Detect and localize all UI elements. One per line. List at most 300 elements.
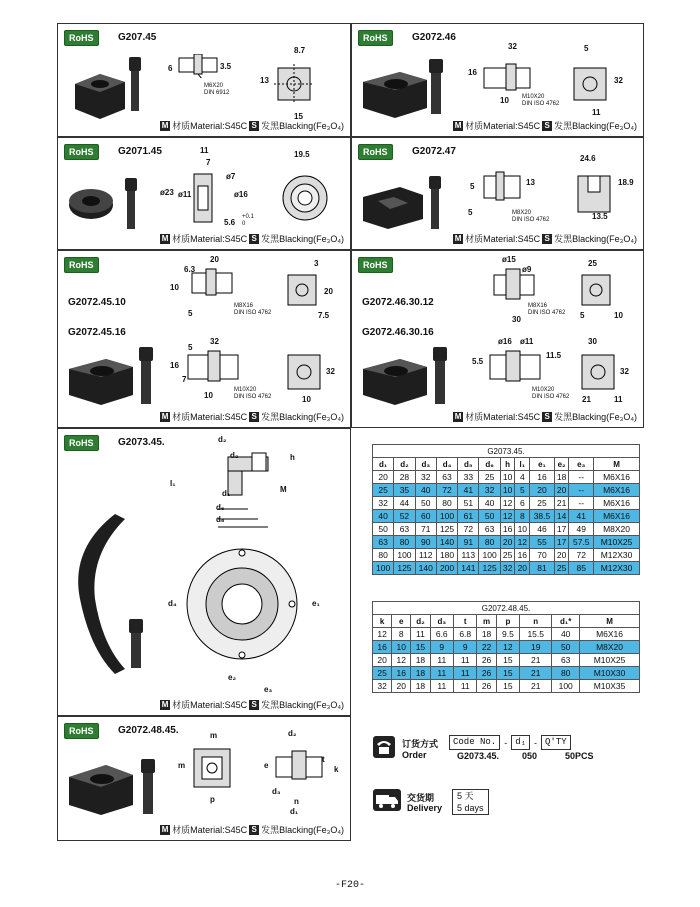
col-header: l₁ bbox=[515, 458, 530, 471]
block-side-view-b bbox=[488, 347, 542, 391]
table-cell: M10X25 bbox=[580, 654, 640, 667]
finish-tag-icon: S bbox=[249, 121, 259, 131]
table-cell: 71 bbox=[415, 523, 436, 536]
dim-slot: 5 bbox=[584, 44, 589, 53]
table-cell: 112 bbox=[415, 549, 436, 562]
table-cell: 32 bbox=[373, 680, 392, 693]
table-cell: 52 bbox=[394, 510, 415, 523]
table-cell: 6.6 bbox=[430, 628, 453, 641]
table-cell: 57.5 bbox=[569, 536, 594, 549]
dim-length-b: 32 bbox=[620, 367, 629, 376]
table-cell: 20 bbox=[373, 654, 392, 667]
table-cell: 91 bbox=[458, 536, 479, 549]
model-code: G2073.45. bbox=[118, 437, 165, 448]
rohs-badge: RoHS bbox=[64, 144, 99, 160]
clamp-ring-image bbox=[70, 509, 130, 679]
dim-width: 11 bbox=[200, 146, 209, 155]
table-cell: 5 bbox=[515, 484, 530, 497]
col-header: m bbox=[477, 615, 496, 628]
table-cell: 11 bbox=[430, 680, 453, 693]
fork-part-image bbox=[360, 183, 426, 231]
table-cell: 18 bbox=[411, 654, 430, 667]
dim-length-b: 32 bbox=[210, 337, 219, 346]
dim-hole-a: ø9 bbox=[522, 265, 532, 274]
material-label: 材质Material:S45C bbox=[172, 825, 248, 835]
material-tag-icon: M bbox=[454, 233, 462, 243]
dim-length: 32 bbox=[508, 42, 517, 51]
table-cell: 100 bbox=[373, 562, 394, 575]
table-cell: 25 bbox=[479, 471, 500, 484]
screw-spec: M10X20 DIN ISO 4762 bbox=[522, 94, 560, 107]
table-cell: 16 bbox=[530, 471, 555, 484]
block-top-view-a bbox=[284, 271, 320, 311]
table-cell: 16 bbox=[373, 641, 392, 654]
table-cell: 16 bbox=[500, 523, 515, 536]
table-cell: 20 bbox=[554, 549, 569, 562]
col-header: n bbox=[520, 615, 552, 628]
col-header: e₂ bbox=[554, 458, 569, 471]
table-cell: M6X16 bbox=[580, 628, 640, 641]
delivery-line-2: 5 days bbox=[457, 803, 484, 813]
label-e2: e₂ bbox=[228, 673, 237, 682]
rohs-badge: RoHS bbox=[64, 30, 99, 46]
table-cell: 21 bbox=[520, 680, 552, 693]
dim-width-a: 25 bbox=[588, 259, 597, 268]
dim-hole-b: ø11 bbox=[520, 337, 534, 346]
table-cell: M8X20 bbox=[580, 641, 640, 654]
table-cell: 80 bbox=[436, 497, 457, 510]
finish-label: 发黑Blacking(Fe₃O₄) bbox=[261, 700, 344, 710]
dim-width: 32 bbox=[614, 76, 623, 85]
table-cell: 140 bbox=[415, 562, 436, 575]
dim-top-od: 19.5 bbox=[294, 150, 310, 159]
table-cell: 20 bbox=[554, 484, 569, 497]
table-row bbox=[373, 497, 640, 510]
dim-side-b: 11 bbox=[614, 395, 623, 404]
table-cell: 12 bbox=[392, 654, 411, 667]
table-cell: 8 bbox=[392, 628, 411, 641]
label-m: M bbox=[280, 485, 287, 494]
table-cell: 32 bbox=[373, 497, 394, 510]
col-header: p bbox=[496, 615, 519, 628]
finish-label: 发黑Blacking(Fe₃O₄) bbox=[261, 121, 344, 131]
fork-top-view bbox=[574, 168, 614, 218]
table-cell: 20 bbox=[392, 680, 411, 693]
order-example-d: 050 bbox=[522, 751, 538, 761]
table-cell: M10X25 bbox=[594, 536, 640, 549]
block-part-image bbox=[360, 64, 430, 119]
screw-image bbox=[128, 57, 142, 112]
panel-g207-45 bbox=[57, 23, 351, 137]
label-n: n bbox=[294, 797, 299, 806]
table-header-row bbox=[373, 615, 640, 628]
table-cell: 51 bbox=[458, 497, 479, 510]
table-cell: 80 bbox=[394, 536, 415, 549]
label-h: h bbox=[290, 453, 295, 462]
table-cell: 11 bbox=[454, 654, 477, 667]
material-tag-icon: M bbox=[454, 411, 462, 421]
dim-step: 5 bbox=[470, 182, 475, 191]
dim-mid-b: 7 bbox=[182, 375, 187, 384]
col-header: t bbox=[454, 615, 477, 628]
order-example-qty: 50PCS bbox=[565, 751, 594, 761]
col-header: e bbox=[392, 615, 411, 628]
panel-g2072-48-45 bbox=[57, 716, 351, 841]
rohs-badge: RoHS bbox=[358, 144, 393, 160]
dim-length-a: 20 bbox=[210, 255, 219, 264]
table-cell: 180 bbox=[436, 549, 457, 562]
dim-offset: 3.5 bbox=[220, 62, 232, 71]
table-cell: 6.8 bbox=[454, 628, 477, 641]
col-header: d₃ bbox=[415, 458, 436, 471]
order-example-code: G2073.45. bbox=[457, 751, 500, 761]
label-e1: e₁ bbox=[312, 599, 320, 608]
table-cell: 125 bbox=[394, 562, 415, 575]
model-code-a: G2072.46.30.12 bbox=[362, 297, 434, 308]
order-title-en: Order bbox=[402, 750, 427, 760]
material-label: 材质Material:S45C bbox=[465, 121, 541, 131]
table-cell: M12X30 bbox=[594, 549, 640, 562]
label-d2: d₂ bbox=[288, 729, 297, 738]
material-tag-icon: M bbox=[161, 120, 169, 130]
label-d6: d₆ bbox=[216, 515, 225, 524]
table-cell: M6X16 bbox=[594, 471, 640, 484]
delivery-line-1: 5 天 bbox=[457, 791, 474, 801]
material-label: 材质Material:S45C bbox=[172, 412, 248, 422]
table-cell: 22 bbox=[477, 641, 496, 654]
col-header: d₁ bbox=[373, 458, 394, 471]
label-m-side: m bbox=[178, 761, 186, 770]
table-cell: 10 bbox=[500, 471, 515, 484]
table-cell: 11 bbox=[430, 667, 453, 680]
table-cell: 12 bbox=[496, 641, 519, 654]
table-cell: 61 bbox=[458, 510, 479, 523]
block-top-view-a bbox=[578, 271, 614, 311]
block-top-view bbox=[570, 64, 610, 106]
screw-image bbox=[428, 176, 442, 230]
table-cell: 9 bbox=[454, 641, 477, 654]
model-code: G2072.47 bbox=[412, 146, 456, 157]
panel-g2071-45 bbox=[57, 137, 351, 250]
table-cell: 20 bbox=[530, 484, 555, 497]
label-d3: d₃ bbox=[230, 451, 239, 460]
table-cell: 40 bbox=[479, 497, 500, 510]
material-tag-icon: M bbox=[161, 411, 169, 421]
finish-tag-icon: S bbox=[249, 234, 259, 244]
col-header: d₄ bbox=[436, 458, 457, 471]
page-number: -F20- bbox=[334, 880, 365, 891]
model-code-b: G2072.46.30.16 bbox=[362, 327, 434, 338]
dim-side-a: 10 bbox=[614, 311, 623, 320]
col-header: d₆ bbox=[479, 458, 500, 471]
table-row bbox=[373, 641, 640, 654]
table-cell: 80 bbox=[373, 549, 394, 562]
col-header: d₃ bbox=[430, 615, 453, 628]
dim-offset-b: 5 bbox=[188, 343, 193, 352]
table-cell: M6X16 bbox=[594, 484, 640, 497]
table-cell: 15 bbox=[496, 654, 519, 667]
material-line bbox=[160, 232, 344, 245]
dim-width-b: 30 bbox=[588, 337, 597, 346]
table-cell: 11 bbox=[430, 654, 453, 667]
screw-spec: M8X20 DIN ISO 4762 bbox=[512, 210, 550, 223]
table-cell: 9 bbox=[430, 641, 453, 654]
table-cell: 41 bbox=[458, 484, 479, 497]
table-cell: 50 bbox=[415, 497, 436, 510]
table-cell: 18 bbox=[411, 667, 430, 680]
table-cell: 141 bbox=[458, 562, 479, 575]
table-cell: 25 bbox=[554, 562, 569, 575]
table-cell: 125 bbox=[436, 523, 457, 536]
screw-image bbox=[140, 759, 156, 815]
table-cell: 21 bbox=[520, 654, 552, 667]
dim-width-a: 20 bbox=[324, 287, 333, 296]
table-cell: 10 bbox=[392, 641, 411, 654]
finish-tag-icon: S bbox=[542, 234, 552, 244]
table-cell: 15.5 bbox=[520, 628, 552, 641]
code-no-box: Code No. bbox=[449, 735, 500, 750]
block-part-image bbox=[360, 351, 430, 406]
table-cell: 20 bbox=[373, 471, 394, 484]
table-row bbox=[373, 510, 640, 523]
table-cell: 18 bbox=[554, 471, 569, 484]
washer-part-image bbox=[66, 183, 116, 223]
label-d1: d₁ bbox=[290, 807, 299, 816]
col-header: M bbox=[580, 615, 640, 628]
table-cell: 81 bbox=[530, 562, 555, 575]
panel-g2072-47 bbox=[351, 137, 644, 250]
table-row bbox=[373, 680, 640, 693]
table-cell: 25 bbox=[373, 667, 392, 680]
table-cell: 113 bbox=[458, 549, 479, 562]
table-cell: 125 bbox=[479, 562, 500, 575]
dim-side-a: 7.5 bbox=[318, 311, 330, 320]
order-title-cn: 订货方式 bbox=[402, 739, 439, 749]
block-part-image bbox=[66, 351, 136, 406]
table-caption: G2072.48.45. bbox=[373, 602, 640, 615]
material-tag-icon: M bbox=[454, 120, 462, 130]
dim-thickness: 5.6 bbox=[224, 218, 236, 227]
label-d3: d₃ bbox=[272, 787, 281, 796]
screw-image bbox=[432, 347, 448, 405]
table-cell: 25 bbox=[500, 549, 515, 562]
table-cell: 11 bbox=[454, 680, 477, 693]
table-cell: 4 bbox=[515, 471, 530, 484]
panel-g2073-45 bbox=[57, 428, 351, 716]
material-label: 材质Material:S45C bbox=[172, 234, 248, 244]
table-row bbox=[373, 628, 640, 641]
d1-box: d₁ bbox=[511, 735, 530, 750]
table-cell: 63 bbox=[479, 523, 500, 536]
table-cell: 140 bbox=[436, 536, 457, 549]
table-cell: 85 bbox=[569, 562, 594, 575]
fork-side-view bbox=[482, 168, 522, 208]
dim-height-b: 16 bbox=[170, 361, 179, 370]
spec-table-g2073-45 bbox=[372, 444, 640, 575]
table-cell: M6X16 bbox=[594, 510, 640, 523]
table-cell: 100 bbox=[552, 680, 580, 693]
dim-height-a: 10 bbox=[170, 283, 179, 292]
qty-box: Q'TY bbox=[541, 735, 571, 750]
col-header: M bbox=[594, 458, 640, 471]
table-cell: 100 bbox=[394, 549, 415, 562]
table-cell: 50 bbox=[479, 510, 500, 523]
dim-bore: ø11 bbox=[178, 190, 192, 199]
block-top-view-b bbox=[284, 351, 324, 395]
table-cell: 40 bbox=[552, 628, 580, 641]
finish-tag-icon: S bbox=[249, 825, 259, 835]
finish-tag-icon: S bbox=[249, 700, 259, 710]
table-cell: 19 bbox=[520, 641, 552, 654]
table-cell: 55 bbox=[530, 536, 555, 549]
panel-g2072-46-30 bbox=[351, 250, 644, 428]
block-side-view bbox=[274, 743, 324, 793]
material-tag-icon: M bbox=[161, 699, 169, 709]
dim-base-a: 5 bbox=[580, 311, 585, 320]
washer-top-view bbox=[280, 168, 330, 228]
block-side-view-a bbox=[190, 265, 234, 305]
clamp-ring-top-view bbox=[182, 539, 302, 669]
table-cell: 100 bbox=[479, 549, 500, 562]
screw-image bbox=[428, 59, 444, 115]
finish-tag-icon: S bbox=[542, 121, 552, 131]
col-header: k bbox=[373, 615, 392, 628]
finish-tag-icon: S bbox=[249, 412, 259, 422]
table-cell: 15 bbox=[411, 641, 430, 654]
table-cell: M6X16 bbox=[594, 497, 640, 510]
table-cell: 63 bbox=[394, 523, 415, 536]
table-cell: 17 bbox=[554, 536, 569, 549]
table-cell: 200 bbox=[436, 562, 457, 575]
block-part-image bbox=[70, 64, 130, 119]
washer-section-view bbox=[188, 166, 218, 230]
table-cell: 40 bbox=[415, 484, 436, 497]
dim-hole: ø7 bbox=[226, 172, 236, 181]
phone-icon bbox=[372, 735, 396, 759]
model-code-a: G2072.45.10 bbox=[68, 297, 126, 308]
dim-tolerance: +0.1 0 bbox=[242, 214, 254, 227]
order-dash-2: - bbox=[534, 737, 538, 748]
material-label: 材质Material:S45C bbox=[172, 121, 248, 131]
table-cell: 15 bbox=[496, 680, 519, 693]
table-cell: 46 bbox=[530, 523, 555, 536]
col-header: e₃ bbox=[569, 458, 594, 471]
dim-offset-a: 6.3 bbox=[184, 265, 196, 274]
table-cell: 21 bbox=[520, 667, 552, 680]
material-tag-icon: M bbox=[161, 233, 169, 243]
dim-step: ø16 bbox=[234, 190, 248, 199]
table-cell: M10X35 bbox=[580, 680, 640, 693]
dim-width: 15 bbox=[294, 112, 303, 121]
screw-spec-b: M10X20 DIN ISO 4762 bbox=[234, 387, 272, 400]
col-header: e₁ bbox=[530, 458, 555, 471]
table-cell: M8X20 bbox=[594, 523, 640, 536]
dim-depth: 13.5 bbox=[592, 212, 608, 221]
label-l1: l₁ bbox=[170, 479, 176, 488]
block-part-image bbox=[66, 757, 136, 817]
table-cell: 72 bbox=[458, 523, 479, 536]
model-code-b: G2072.45.16 bbox=[68, 327, 126, 338]
table-cell: 25 bbox=[373, 484, 394, 497]
model-code: G2071.45 bbox=[118, 146, 162, 157]
table-row bbox=[373, 562, 640, 575]
spec-table-g2072-48-45 bbox=[372, 601, 640, 693]
material-line bbox=[453, 232, 637, 245]
table-cell: 21 bbox=[554, 497, 569, 510]
dim-base-a: 5 bbox=[188, 309, 193, 318]
model-code: G207.45 bbox=[118, 32, 157, 43]
table-cell: 11 bbox=[454, 667, 477, 680]
table-cell: 16 bbox=[515, 549, 530, 562]
label-t: t bbox=[322, 755, 325, 764]
dim-width-b: 32 bbox=[326, 367, 335, 376]
finish-label: 发黑Blacking(Fe₃O₄) bbox=[554, 412, 637, 422]
table-cell: 8 bbox=[515, 510, 530, 523]
label-e: e bbox=[264, 761, 269, 770]
dim-height: 13 bbox=[526, 178, 535, 187]
table-cell: -- bbox=[569, 497, 594, 510]
block-side-view bbox=[178, 54, 218, 78]
table-cell: 63 bbox=[552, 654, 580, 667]
finish-label: 发黑Blacking(Fe₃O₄) bbox=[261, 825, 344, 835]
block-side-view-b bbox=[186, 347, 240, 391]
material-line bbox=[160, 698, 344, 711]
table-cell: 41 bbox=[569, 510, 594, 523]
dim-length: 18.9 bbox=[618, 178, 634, 187]
material-line bbox=[160, 119, 344, 132]
material-label: 材质Material:S45C bbox=[465, 412, 541, 422]
table-cell: 63 bbox=[373, 536, 394, 549]
rohs-badge: RoHS bbox=[64, 257, 99, 273]
table-cell: 32 bbox=[500, 562, 515, 575]
table-cell: 26 bbox=[477, 680, 496, 693]
col-header: d₅ bbox=[458, 458, 479, 471]
label-p: p bbox=[210, 795, 215, 804]
table-cell: 38.5 bbox=[530, 510, 555, 523]
model-code: G2072.46 bbox=[412, 32, 456, 43]
table-cell: 12 bbox=[500, 497, 515, 510]
screw-spec: M6X20 DIN 6912 bbox=[204, 83, 230, 96]
table-cell: 32 bbox=[415, 471, 436, 484]
table-cell: 12 bbox=[515, 536, 530, 549]
dim-od: ø23 bbox=[160, 188, 174, 197]
finish-label: 发黑Blacking(Fe₃O₄) bbox=[261, 234, 344, 244]
table-cell: 80 bbox=[479, 536, 500, 549]
dim-bore-a: ø15 bbox=[502, 255, 516, 264]
table-cell: 28 bbox=[394, 471, 415, 484]
dim-slot-a: 3 bbox=[314, 259, 319, 268]
table-cell: 25 bbox=[530, 497, 555, 510]
screw-image bbox=[138, 347, 154, 405]
table-cell: 15 bbox=[496, 667, 519, 680]
table-cell: -- bbox=[569, 484, 594, 497]
material-line bbox=[160, 410, 344, 423]
finish-label: 发黑Blacking(Fe₃O₄) bbox=[554, 121, 637, 131]
table-cell: -- bbox=[569, 471, 594, 484]
table-cell: 60 bbox=[415, 510, 436, 523]
table-cell: 18 bbox=[411, 680, 430, 693]
screw-spec-a: M8X16 DIN ISO 4762 bbox=[234, 303, 272, 316]
table-cell: 18 bbox=[477, 628, 496, 641]
finish-tag-icon: S bbox=[542, 412, 552, 422]
dim-slot: 8.7 bbox=[294, 46, 306, 55]
dim-side: 11 bbox=[592, 108, 601, 117]
table-row bbox=[373, 667, 640, 680]
table-cell: 50 bbox=[373, 523, 394, 536]
table-row bbox=[373, 471, 640, 484]
table-cell: 26 bbox=[477, 667, 496, 680]
table-cell: 63 bbox=[436, 471, 457, 484]
